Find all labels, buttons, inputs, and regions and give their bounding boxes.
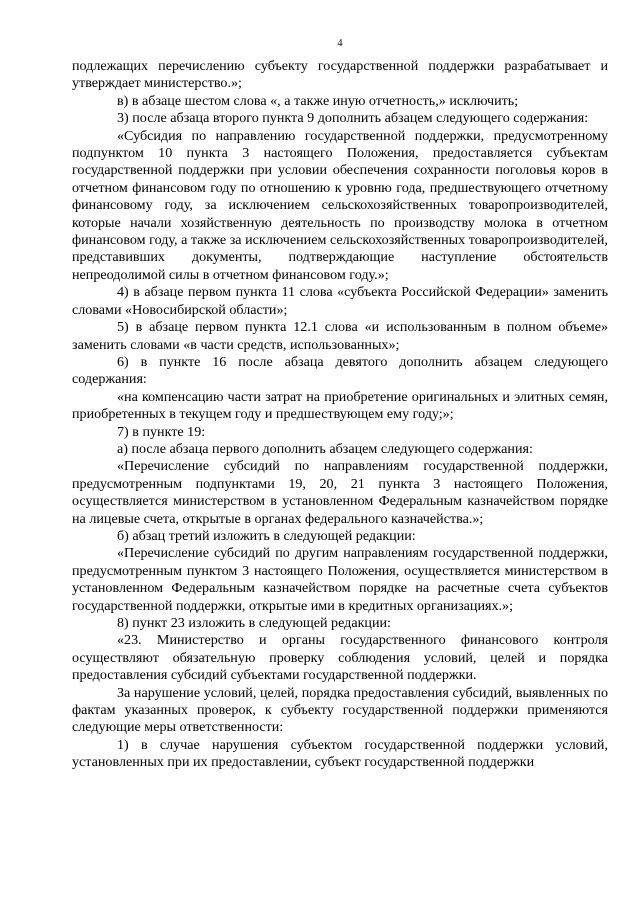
paragraph: б) абзац третий изложить в следующей редакции:	[117, 527, 416, 544]
paragraph: «Субсидия по направлению государственной поддержки, предусмотренному подпунктом 10 пункта 3 настоящего Положения, предоставляется субъектам государственной поддержки при условии обеспечения сохранности поголовья коров в отчетном финансовом году по отношению к уровню года, предшествующего отчетному финансовому году, за исключением сельскохозяйственных товаропроизводителей, которые начали хозяйственную деятельность по производству молока в отчетном финансовом году, а также за исключением сельскохозяйственных товаропроизводителей, представивших документы, подтверждающие наступление обстоятельств непреодолимой силы в отчетном финансовом году.»;	[72, 127, 608, 283]
paragraph: 4) в абзаце первом пункта 11 слова «субъекта Российской Федерации» заменить словами «Новосибирской области»;	[72, 284, 608, 318]
paragraph: подлежащих перечислению субъекту государственной поддержки разрабатывает и утверждает министерство.»;	[72, 58, 608, 92]
paragraph: а) после абзаца первого дополнить абзацем следующего содержания:	[117, 440, 533, 457]
paragraph: 8) пункт 23 изложить в следующей редакции:	[117, 615, 391, 631]
paragraph: 6) в пункте 16 после абзаца девятого дополнить абзацем следующего содержания:	[72, 353, 608, 388]
paragraph: «23. Министерство и органы государственного финансового контроля осуществляют обязательную проверку соблюдения условий, целей и порядка предоставления субсидий субъектами государственной поддержки.	[72, 632, 608, 684]
paragraph: 7) в пункте 19:	[117, 423, 206, 440]
paragraph: «на компенсацию части затрат на приобретение оригинальных и элитных семян, приобретенных в текущем году и предшествующем ему году;»;	[72, 388, 608, 423]
page-number: 4	[337, 38, 343, 49]
paragraph: 3) после абзаца второго пункта 9 дополнить абзацем следующего содержания:	[117, 110, 589, 127]
paragraph: 1) в случае нарушения субъектом государственной поддержки условий, установленных при их предоставлении, субъект государственной поддержки	[72, 736, 608, 771]
paragraph: «Перечисление субсидий по другим направлениям государственной поддержки, предусмотренным пунктом 3 настоящего Положения, осуществляется министерством в установленном Федеральным казначейством порядке на расчетные счета субъектов государственной поддержки, открытые ими в кредитных организациях.»;	[72, 545, 608, 614]
paragraph: За нарушение условий, целей, порядка предоставления субсидий, выявленных по фактам указанных проверок, к субъекту государственной поддержки применяются следующие меры ответственности:	[72, 684, 608, 736]
document-body	[72, 58, 608, 772]
paragraph: в) в абзаце шестом слова «, а также иную отчетность,» исключить;	[117, 92, 519, 109]
paragraph: «Перечисление субсидий по направлениям государственной поддержки, предусмотренным подпунктами 19, 20, 21 пункта 3 настоящего Положения, осуществляется министерством в установленном Федеральным казначейством порядке на лицевые счета, открытые в органах федерального казначейства.»;	[72, 458, 608, 527]
paragraph: 5) в абзаце первом пункта 12.1 слова «и использованным в полном объеме» заменить словами «в части средств, использованных»;	[72, 319, 608, 353]
